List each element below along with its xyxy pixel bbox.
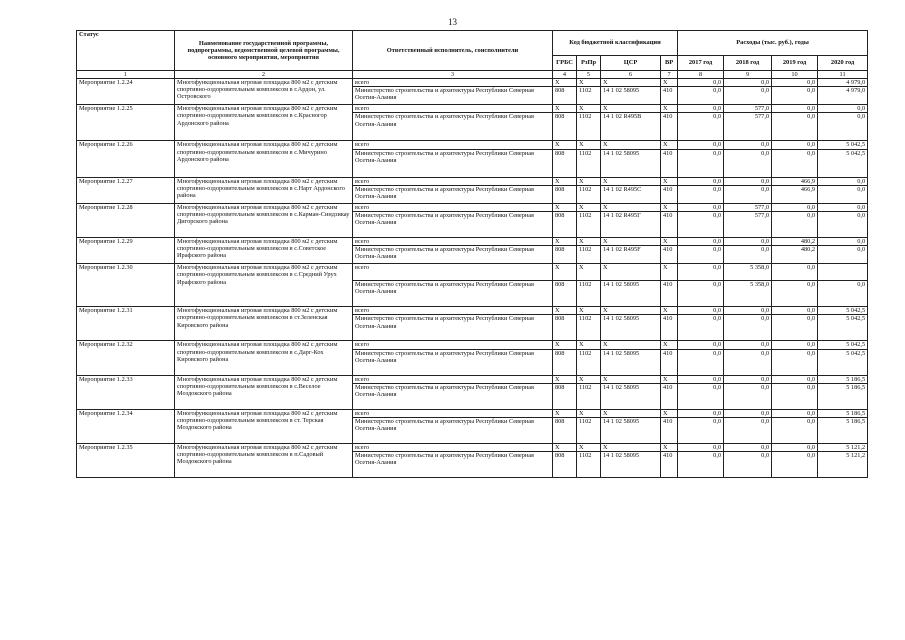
executor-name: Министерство строительства и архитектуры Республики Северная Осетия-Алания: [353, 246, 553, 264]
cell-csr: Х: [601, 177, 661, 185]
cell-y2017: 0,0: [678, 281, 724, 307]
page-number: 13: [448, 17, 457, 27]
cell-y2018: 0,0: [724, 87, 772, 105]
cell-y2017: 0,0: [678, 409, 724, 417]
table-row: [77, 409, 868, 417]
cell-y2020: 5 042,5: [818, 341, 868, 349]
event-status: Мероприятие 1.2.32: [77, 341, 175, 375]
cell-grbs: 808: [553, 246, 577, 264]
cell-y2018: 0,0: [724, 246, 772, 264]
event-status: Мероприятие 1.2.30: [77, 264, 175, 307]
header-2018: 2018 год: [724, 56, 772, 71]
cell-vr: 410: [661, 281, 678, 307]
cell-rzpr: Х: [577, 141, 601, 149]
event-status: Мероприятие 1.2.34: [77, 409, 175, 443]
cell-y2020: 0,0: [818, 281, 868, 307]
total-label: всего: [353, 238, 553, 246]
cell-y2020: 0,0: [818, 238, 868, 246]
cell-csr: Х: [601, 238, 661, 246]
column-number: 9: [724, 71, 772, 79]
cell-vr: Х: [661, 409, 678, 417]
cell-vr: Х: [661, 375, 678, 383]
executor-name: Министерство строительства и архитектуры Республики Северная Осетия-Алания: [353, 87, 553, 105]
cell-y2020: 5 042,5: [818, 349, 868, 375]
cell-grbs: Х: [553, 375, 577, 383]
cell-grbs: Х: [553, 105, 577, 113]
cell-vr: Х: [661, 444, 678, 452]
cell-grbs: Х: [553, 238, 577, 246]
total-label: всего: [353, 341, 553, 349]
cell-grbs: Х: [553, 341, 577, 349]
event-name: Многофункциональная игровая площадка 800 м2 с детским спортивно-оздоровительным комплексом в с.Средний Урух Ирафского района: [175, 264, 353, 307]
header-grbs: ГРБС: [553, 56, 577, 71]
cell-y2020: 0,0: [818, 177, 868, 185]
cell-vr: 410: [661, 383, 678, 409]
cell-csr: Х: [601, 141, 661, 149]
cell-vr: Х: [661, 141, 678, 149]
total-label: всего: [353, 177, 553, 185]
event-name: Многофункциональная игровая площадка 800 м2 с детским спортивно-оздоровительным комплексом в с.Красногор Ардонского района: [175, 105, 353, 141]
cell-y2018: 0,0: [724, 349, 772, 375]
header-rzpr: РзПр: [577, 56, 601, 71]
executor-name: Министерство строительства и архитектуры Республики Северная Осетия-Алания: [353, 383, 553, 409]
cell-grbs: Х: [553, 444, 577, 452]
cell-csr: Х: [601, 79, 661, 87]
table-row: [77, 444, 868, 452]
event-status: Мероприятие 1.2.27: [77, 177, 175, 203]
total-label: всего: [353, 79, 553, 87]
cell-y2020: 0,0: [818, 203, 868, 211]
event-name: Многофункциональная игровая площадка 800 м2 с детским спортивно-оздоровительным комплексом в с.Карман-Синдзикау Дигорского района: [175, 203, 353, 237]
cell-y2018: 0,0: [724, 315, 772, 341]
executor-name: Министерство строительства и архитектуры Республики Северная Осетия-Алания: [353, 418, 553, 444]
cell-y2020: 5 042,5: [818, 315, 868, 341]
executor-name: Министерство строительства и архитектуры Республики Северная Осетия-Алания: [353, 113, 553, 141]
header-status: Статус: [77, 31, 175, 71]
cell-y2018: 0,0: [724, 185, 772, 203]
executor-name: Министерство строительства и архитектуры Республики Северная Осетия-Алания: [353, 212, 553, 238]
cell-vr: 410: [661, 87, 678, 105]
total-label: всего: [353, 375, 553, 383]
cell-y2017: 0,0: [678, 87, 724, 105]
cell-y2019: 0,0: [772, 113, 818, 141]
cell-y2018: 0,0: [724, 307, 772, 315]
cell-grbs: 808: [553, 383, 577, 409]
total-label: всего: [353, 307, 553, 315]
cell-y2017: 0,0: [678, 315, 724, 341]
cell-y2020: 0,0: [818, 185, 868, 203]
header-expenses: Расходы (тыс. руб.), годы: [678, 31, 868, 56]
cell-y2018: 577,0: [724, 105, 772, 113]
cell-y2019: 0,0: [772, 212, 818, 238]
cell-rzpr: 1102: [577, 212, 601, 238]
cell-y2017: 0,0: [678, 341, 724, 349]
header-2020: 2020 год: [818, 56, 868, 71]
cell-grbs: Х: [553, 177, 577, 185]
budget-table: [76, 30, 868, 478]
cell-y2018: 0,0: [724, 149, 772, 177]
cell-y2020: 5 121,2: [818, 444, 868, 452]
cell-y2018: 0,0: [724, 444, 772, 452]
executor-name: Министерство строительства и архитектуры Республики Северная Осетия-Алания: [353, 149, 553, 177]
cell-csr: 14 1 02 58095: [601, 315, 661, 341]
cell-rzpr: 1102: [577, 246, 601, 264]
event-name: Многофункциональная игровая площадка 800 м2 с детским спортивно-оздоровительным комплексом в с.Мичурино Ардонского района: [175, 141, 353, 177]
cell-grbs: 808: [553, 149, 577, 177]
cell-csr: Х: [601, 341, 661, 349]
event-status: Мероприятие 1.2.31: [77, 307, 175, 341]
event-name: Многофункциональная игровая площадка 800 м2 с детским спортивно-оздоровительным комплексом в с.Нарт Ардонского района: [175, 177, 353, 203]
executor-name: Министерство строительства и архитектуры Республики Северная Осетия-Алания: [353, 315, 553, 341]
column-number: 1: [77, 71, 175, 79]
cell-y2017: 0,0: [678, 177, 724, 185]
cell-csr: Х: [601, 264, 661, 281]
cell-vr: Х: [661, 238, 678, 246]
cell-rzpr: Х: [577, 203, 601, 211]
cell-y2019: 0,0: [772, 307, 818, 315]
cell-grbs: 808: [553, 418, 577, 444]
cell-rzpr: 1102: [577, 315, 601, 341]
table-row: [77, 264, 868, 281]
cell-vr: 410: [661, 212, 678, 238]
cell-y2020: 5 186,5: [818, 418, 868, 444]
cell-rzpr: 1102: [577, 383, 601, 409]
column-number: 4: [553, 71, 577, 79]
cell-y2019: 0,0: [772, 79, 818, 87]
cell-y2019: 480,2: [772, 246, 818, 264]
cell-y2019: 0,0: [772, 264, 818, 281]
cell-y2019: 0,0: [772, 281, 818, 307]
cell-y2020: 5 186,5: [818, 409, 868, 417]
cell-vr: 410: [661, 149, 678, 177]
cell-y2017: 0,0: [678, 264, 724, 281]
cell-y2017: 0,0: [678, 203, 724, 211]
event-status: Мероприятие 1.2.25: [77, 105, 175, 141]
cell-grbs: Х: [553, 307, 577, 315]
table-row: [77, 203, 868, 211]
table-row: [77, 238, 868, 246]
column-number: 11: [818, 71, 868, 79]
cell-y2019: 466,9: [772, 177, 818, 185]
event-name: Многофункциональная игровая площадка 800 м2 с детским спортивно-оздоровительным комплексом в с.Веселое Моздокского района: [175, 375, 353, 409]
total-label: всего: [353, 141, 553, 149]
cell-grbs: Х: [553, 141, 577, 149]
cell-y2017: 0,0: [678, 238, 724, 246]
header-csr: ЦСР: [601, 56, 661, 71]
cell-rzpr: Х: [577, 307, 601, 315]
event-name: Многофункциональная игровая площадка 800 м2 с детским спортивно-оздоровительным комплексом в с.Советское Ирафского района: [175, 238, 353, 264]
cell-y2017: 0,0: [678, 452, 724, 478]
column-number: 7: [661, 71, 678, 79]
cell-y2018: 0,0: [724, 79, 772, 87]
cell-y2019: 0,0: [772, 203, 818, 211]
cell-rzpr: 1102: [577, 452, 601, 478]
column-number: 3: [353, 71, 553, 79]
cell-y2017: 0,0: [678, 383, 724, 409]
total-label: всего: [353, 444, 553, 452]
cell-csr: Х: [601, 375, 661, 383]
header-vr: ВР: [661, 56, 678, 71]
cell-vr: 410: [661, 452, 678, 478]
event-name: Многофункциональная игровая площадка 800 м2 с детским спортивно-оздоровительным комплексом в г.Ардон, ул. Островского: [175, 79, 353, 105]
cell-csr: 14 1 02 58095: [601, 452, 661, 478]
cell-csr: Х: [601, 105, 661, 113]
cell-rzpr: Х: [577, 79, 601, 87]
cell-y2018: 5 358,0: [724, 281, 772, 307]
cell-vr: Х: [661, 307, 678, 315]
cell-y2018: 0,0: [724, 409, 772, 417]
header-2019: 2019 год: [772, 56, 818, 71]
cell-y2020: 5 042,5: [818, 141, 868, 149]
cell-csr: 14 1 02 R495С: [601, 185, 661, 203]
table-row: [77, 105, 868, 113]
table-row: [77, 307, 868, 315]
event-name: Многофункциональная игровая площадка 800 м2 с детским спортивно-оздоровительным комплексом в ст. Терская Моздокского района: [175, 409, 353, 443]
cell-vr: 410: [661, 113, 678, 141]
cell-rzpr: 1102: [577, 149, 601, 177]
cell-y2020: 0,0: [818, 113, 868, 141]
executor-name: Министерство строительства и архитектуры Республики Северная Осетия-Алания: [353, 185, 553, 203]
cell-vr: 410: [661, 246, 678, 264]
cell-grbs: 808: [553, 185, 577, 203]
header-budget-code: Код бюджетной классификации: [553, 31, 678, 56]
cell-y2019: 480,2: [772, 238, 818, 246]
cell-y2018: 0,0: [724, 238, 772, 246]
cell-y2017: 0,0: [678, 307, 724, 315]
cell-csr: 14 1 02 58095: [601, 149, 661, 177]
cell-y2019: 0,0: [772, 341, 818, 349]
total-label: всего: [353, 105, 553, 113]
cell-y2019: 0,0: [772, 383, 818, 409]
event-name: Многофункциональная игровая площадка 800 м2 с детским спортивно-оздоровительным комплексом в ст.Зеленская Кировского района: [175, 307, 353, 341]
cell-y2018: 0,0: [724, 452, 772, 478]
cell-y2017: 0,0: [678, 349, 724, 375]
cell-rzpr: Х: [577, 341, 601, 349]
cell-vr: Х: [661, 264, 678, 281]
cell-csr: 14 1 02 58095: [601, 418, 661, 444]
executor-name: Министерство строительства и архитектуры Республики Северная Осетия-Алания: [353, 452, 553, 478]
column-number: 6: [601, 71, 661, 79]
cell-y2017: 0,0: [678, 418, 724, 444]
cell-y2018: 0,0: [724, 375, 772, 383]
cell-grbs: Х: [553, 203, 577, 211]
cell-y2020: 5 042,5: [818, 149, 868, 177]
event-status: Мероприятие 1.2.26: [77, 141, 175, 177]
cell-y2017: 0,0: [678, 141, 724, 149]
cell-rzpr: Х: [577, 105, 601, 113]
cell-csr: 14 1 02 R495В: [601, 113, 661, 141]
cell-csr: 14 1 02 R495F: [601, 246, 661, 264]
cell-csr: 14 1 02 R495Г: [601, 212, 661, 238]
cell-y2017: 0,0: [678, 105, 724, 113]
cell-y2018: 577,0: [724, 212, 772, 238]
cell-y2018: 0,0: [724, 177, 772, 185]
cell-rzpr: 1102: [577, 418, 601, 444]
table-row: [77, 375, 868, 383]
cell-y2018: 0,0: [724, 418, 772, 444]
table-row: [77, 177, 868, 185]
column-number: 5: [577, 71, 601, 79]
cell-grbs: 808: [553, 113, 577, 141]
cell-rzpr: Х: [577, 409, 601, 417]
column-number: 10: [772, 71, 818, 79]
cell-y2018: 577,0: [724, 113, 772, 141]
cell-csr: 14 1 02 58095: [601, 87, 661, 105]
column-number: 8: [678, 71, 724, 79]
cell-grbs: 808: [553, 452, 577, 478]
event-status: Мероприятие 1.2.35: [77, 444, 175, 478]
cell-grbs: Х: [553, 409, 577, 417]
cell-csr: Х: [601, 203, 661, 211]
event-status: Мероприятие 1.2.24: [77, 79, 175, 105]
cell-y2017: 0,0: [678, 444, 724, 452]
cell-rzpr: Х: [577, 177, 601, 185]
cell-grbs: 808: [553, 87, 577, 105]
executor-name: Министерство строительства и архитектуры Республики Северная Осетия-Алания: [353, 281, 553, 307]
cell-grbs: 808: [553, 349, 577, 375]
cell-vr: Х: [661, 341, 678, 349]
header-2017: 2017 год: [678, 56, 724, 71]
cell-y2019: 0,0: [772, 315, 818, 341]
cell-y2020: [818, 264, 868, 281]
cell-y2018: 0,0: [724, 383, 772, 409]
column-number: 2: [175, 71, 353, 79]
cell-rzpr: Х: [577, 264, 601, 281]
cell-vr: 410: [661, 418, 678, 444]
cell-grbs: 808: [553, 212, 577, 238]
cell-y2017: 0,0: [678, 246, 724, 264]
cell-y2020: 4 979,0: [818, 79, 868, 87]
cell-csr: 14 1 02 58095: [601, 349, 661, 375]
cell-y2018: 0,0: [724, 141, 772, 149]
cell-vr: 410: [661, 349, 678, 375]
cell-vr: Х: [661, 177, 678, 185]
cell-y2019: 0,0: [772, 444, 818, 452]
total-label: всего: [353, 203, 553, 211]
cell-y2017: 0,0: [678, 212, 724, 238]
cell-csr: Х: [601, 307, 661, 315]
cell-y2020: 0,0: [818, 246, 868, 264]
cell-y2017: 0,0: [678, 113, 724, 141]
cell-y2018: 577,0: [724, 203, 772, 211]
cell-y2019: 0,0: [772, 452, 818, 478]
cell-csr: 14 1 02 58095: [601, 281, 661, 307]
cell-y2020: 5 121,2: [818, 452, 868, 478]
cell-rzpr: 1102: [577, 113, 601, 141]
cell-y2017: 0,0: [678, 149, 724, 177]
cell-vr: Х: [661, 203, 678, 211]
cell-rzpr: 1102: [577, 87, 601, 105]
cell-y2018: 0,0: [724, 341, 772, 349]
cell-rzpr: Х: [577, 238, 601, 246]
cell-y2018: 5 358,0: [724, 264, 772, 281]
cell-csr: 14 1 02 58095: [601, 383, 661, 409]
cell-y2020: 0,0: [818, 212, 868, 238]
header-name: Наименование государственной программы, подпрограммы, ведомственной целевой программы, основного мероприятия, мероприятия: [175, 31, 353, 71]
cell-y2020: 0,0: [818, 105, 868, 113]
cell-grbs: Х: [553, 264, 577, 281]
cell-rzpr: Х: [577, 375, 601, 383]
cell-y2019: 0,0: [772, 141, 818, 149]
cell-csr: Х: [601, 444, 661, 452]
cell-y2019: 0,0: [772, 375, 818, 383]
cell-vr: 410: [661, 315, 678, 341]
table-row: [77, 341, 868, 349]
cell-rzpr: Х: [577, 444, 601, 452]
cell-rzpr: 1102: [577, 349, 601, 375]
cell-y2017: 0,0: [678, 185, 724, 203]
cell-y2017: 0,0: [678, 375, 724, 383]
event-status: Мероприятие 1.2.29: [77, 238, 175, 264]
cell-y2020: 4 979,0: [818, 87, 868, 105]
cell-vr: Х: [661, 105, 678, 113]
cell-y2019: 466,9: [772, 185, 818, 203]
cell-y2019: 0,0: [772, 105, 818, 113]
cell-y2019: 0,0: [772, 418, 818, 444]
cell-y2017: 0,0: [678, 79, 724, 87]
cell-vr: Х: [661, 79, 678, 87]
cell-y2019: 0,0: [772, 409, 818, 417]
total-label: всего: [353, 409, 553, 417]
cell-y2020: 5 042,5: [818, 307, 868, 315]
cell-y2020: 5 186,5: [818, 375, 868, 383]
cell-grbs: Х: [553, 79, 577, 87]
cell-grbs: 808: [553, 315, 577, 341]
event-status: Мероприятие 1.2.28: [77, 203, 175, 237]
event-name: Многофункциональная игровая площадка 800 м2 с детским спортивно-оздоровительным комплексом в с.Дарг-Кох Кировского района: [175, 341, 353, 375]
cell-y2019: 0,0: [772, 349, 818, 375]
executor-name: Министерство строительства и архитектуры Республики Северная Осетия-Алания: [353, 349, 553, 375]
cell-csr: Х: [601, 409, 661, 417]
cell-grbs: 808: [553, 281, 577, 307]
cell-y2020: 5 186,5: [818, 383, 868, 409]
event-name: Многофункциональная игровая площадка 800 м2 с детским спортивно-оздоровительным комплексом в п.Садовый Моздокского района: [175, 444, 353, 478]
total-label: всего: [353, 264, 553, 281]
event-status: Мероприятие 1.2.33: [77, 375, 175, 409]
table-row: [77, 79, 868, 87]
cell-rzpr: 1102: [577, 185, 601, 203]
table-row: [77, 141, 868, 149]
cell-vr: 410: [661, 185, 678, 203]
cell-rzpr: 1102: [577, 281, 601, 307]
header-responsible: Ответственный исполнитель, соисполнители: [353, 31, 553, 71]
cell-y2019: 0,0: [772, 149, 818, 177]
cell-y2019: 0,0: [772, 87, 818, 105]
